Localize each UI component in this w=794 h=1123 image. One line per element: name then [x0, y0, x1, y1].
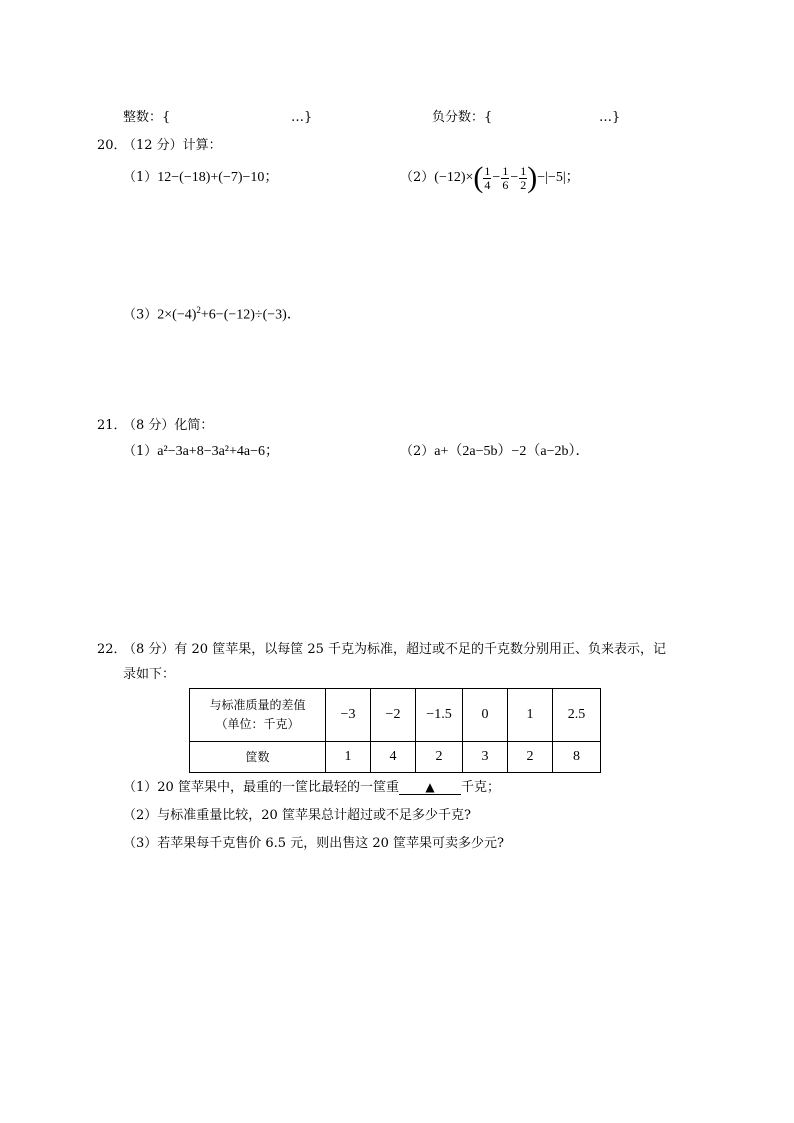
- answer-blank[interactable]: ▲: [399, 780, 461, 795]
- q21-header: （8 分）化简：: [123, 418, 214, 433]
- q20-number: 20．: [97, 138, 127, 153]
- table-cell: −3: [326, 689, 371, 742]
- fraction-2: [501, 165, 509, 192]
- q20-part1-expression: 12−(−18)+(−7)−10；: [157, 170, 279, 185]
- integers-set: [123, 110, 170, 126]
- fraction-1: [483, 165, 491, 192]
- q22-s1-unit: 千克；: [460, 780, 500, 795]
- fraction-1-denominator: 4: [484, 177, 491, 192]
- apple-weight-table: [189, 688, 601, 773]
- integers-set-end: …}: [291, 110, 313, 125]
- table-cell: 1: [326, 742, 371, 773]
- paren-open-icon: (: [473, 161, 484, 194]
- table-cell: 8: [553, 742, 601, 773]
- q21-part1-expression: a²−3a+8−3a²+4a−6；: [157, 444, 280, 459]
- table-cell: 2: [416, 742, 463, 773]
- table-cell: 3: [463, 742, 508, 773]
- table-cell: 1: [508, 689, 553, 742]
- q20-part3-label: （3）: [123, 307, 158, 323]
- table-cell: 2: [508, 742, 553, 773]
- q20-part2-label: （2）: [400, 170, 435, 185]
- fraction-3-numerator: 1: [520, 163, 527, 178]
- q22-number: 22．: [97, 642, 127, 657]
- q20-part3-expression-a: 2×(−4): [157, 307, 197, 323]
- table-cell: −2: [371, 689, 416, 742]
- q21-part1-label: （1）: [123, 444, 158, 459]
- table-row-difference: [190, 689, 601, 742]
- paren-close-icon: ): [527, 161, 538, 194]
- table-cell: −1.5: [416, 689, 463, 742]
- q20-part3-expression-b: +6−(−12)÷(−3)．: [200, 307, 301, 323]
- q22-subquestion-2: （2）与标准重量比较，20 筐苹果总计超过或不足多少千克?: [123, 808, 471, 823]
- q20-part2-left: (−12)×: [434, 170, 474, 185]
- fraction-3: [519, 165, 527, 192]
- negative-fractions-end: …}: [599, 110, 621, 125]
- integers-label: 整数：{: [123, 110, 171, 125]
- q20-part1: [123, 170, 278, 186]
- q22-line2: 录如下：: [123, 667, 176, 682]
- q21-part2-label: （2）: [400, 444, 435, 459]
- fraction-2-numerator: 1: [502, 163, 509, 178]
- table-row-count: [190, 742, 601, 773]
- minus-sign: −: [510, 170, 519, 185]
- q20-part2: [400, 160, 580, 196]
- negative-fractions-label: 负分数：{: [432, 110, 493, 125]
- q20-part3-exponent: 2: [196, 305, 201, 315]
- minus-sign: −: [492, 170, 501, 185]
- q20-part2-right: −|−5|；: [537, 170, 580, 185]
- q21-part1: [123, 444, 279, 460]
- header-line-a: 与标准质量的差值: [209, 698, 306, 712]
- header-line-b: （单位：千克）: [215, 717, 300, 731]
- table-header-difference: [190, 689, 326, 742]
- q22-line1: （8 分）有 20 筐苹果，以每筐 25 千克为标准，超过或不足的千克数分别用正、负来表示，记: [123, 642, 667, 657]
- table-cell: 0: [463, 689, 508, 742]
- q20-part3: [123, 302, 301, 323]
- table-cell: 4: [371, 742, 416, 773]
- table-header-count: 筐数: [190, 742, 326, 773]
- fraction-1-numerator: 1: [484, 163, 491, 178]
- table-cell: 2.5: [553, 689, 601, 742]
- fraction-2-denominator: 6: [502, 177, 509, 192]
- q20-header: （12 分）计算：: [123, 138, 222, 153]
- q21-part2: [400, 444, 590, 460]
- q21-part2-expression: a+（2a−5b）−2（a−2b）．: [434, 444, 590, 459]
- q22-subquestion-1: [123, 780, 500, 796]
- fraction-3-denominator: 2: [520, 177, 527, 192]
- q20-part1-label: （1）: [123, 170, 158, 185]
- q22-subquestion-3: （3）若苹果每千克售价 6.5 元，则出售这 20 筐苹果可卖多少元?: [123, 836, 504, 851]
- q22-s1-text: （1）20 筐苹果中，最重的一筐比最轻的一筐重: [123, 780, 399, 795]
- q21-number: 21．: [97, 418, 127, 433]
